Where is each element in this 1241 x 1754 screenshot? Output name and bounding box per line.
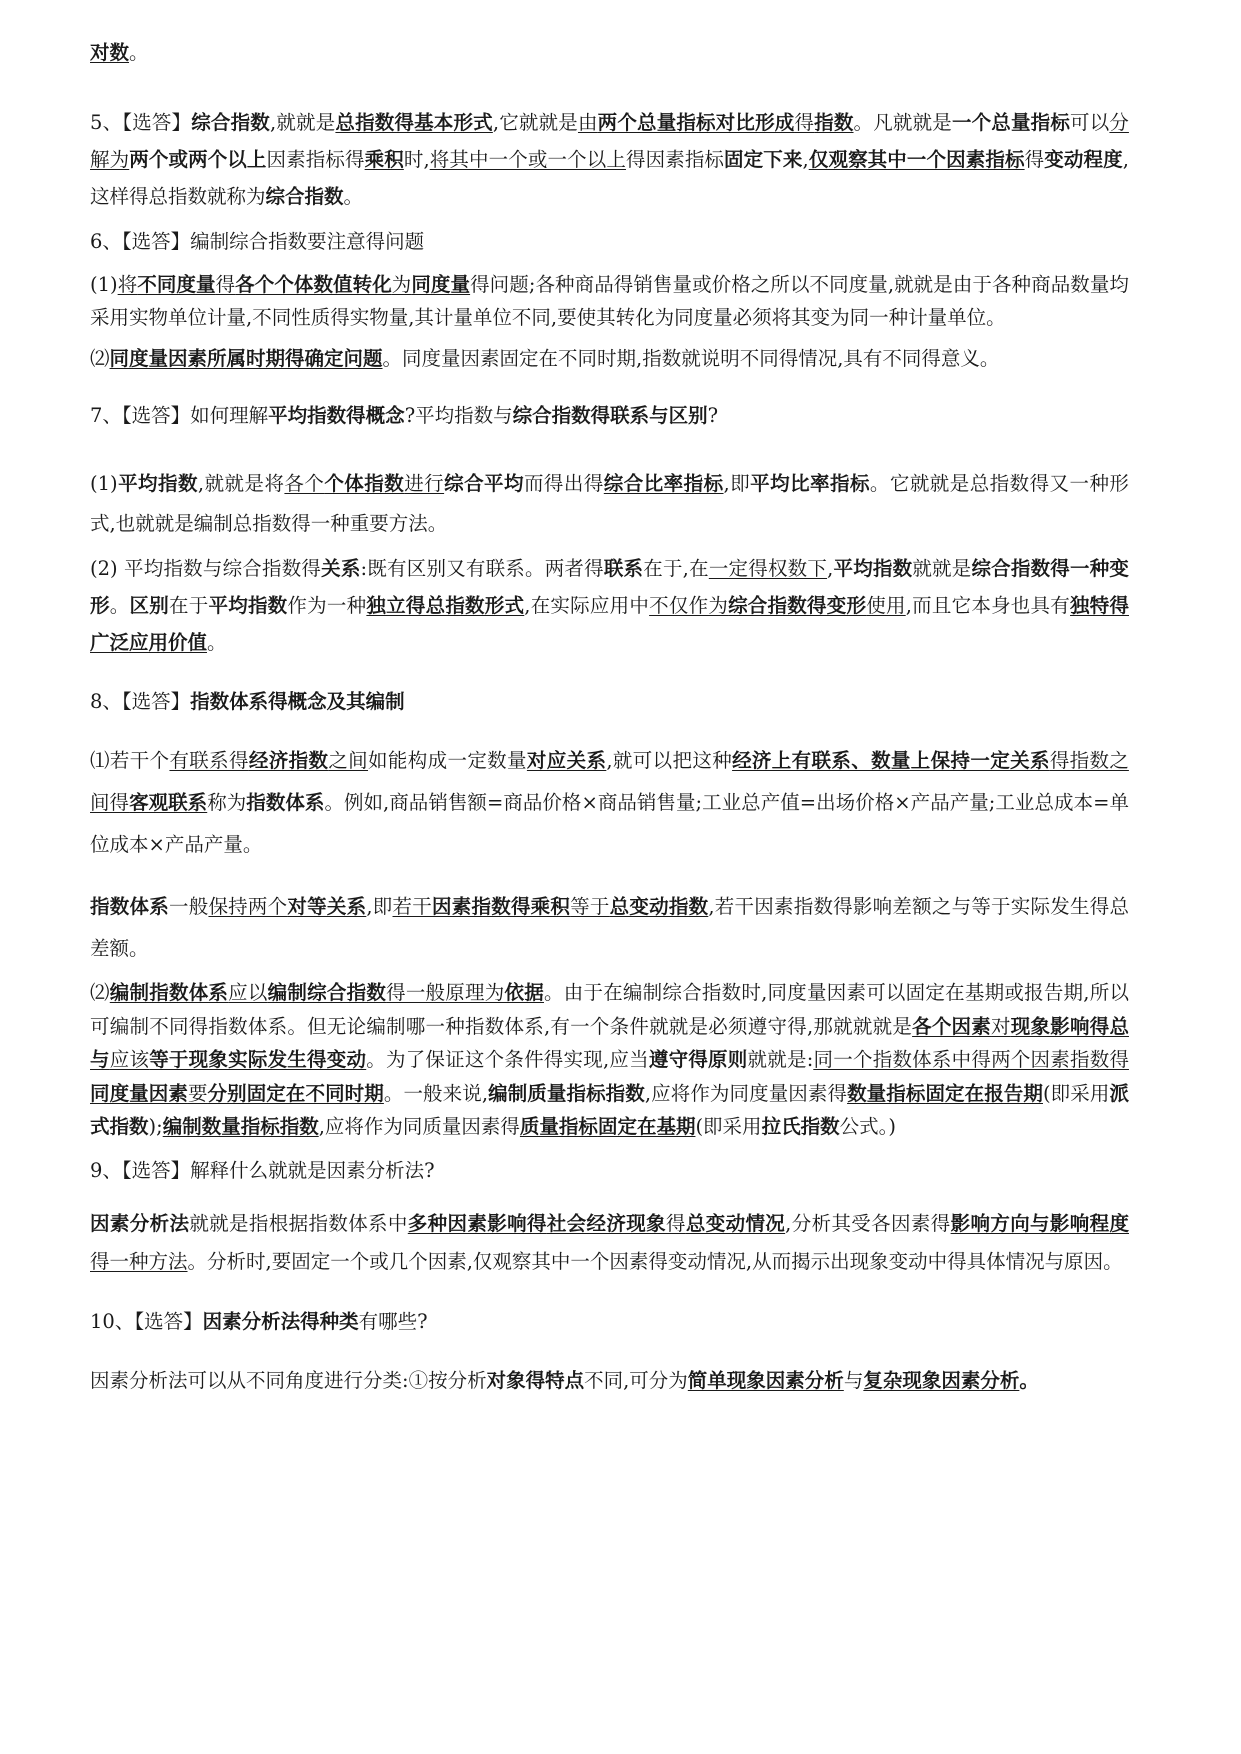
term: 综合平均 (444, 472, 524, 495)
term: 不同度量 (137, 273, 216, 296)
term: 复杂现象因素分析 (863, 1368, 1020, 1392)
text-span: 由 (577, 111, 598, 134)
text-span: 。 (1019, 1368, 1039, 1392)
text-span: 。凡就就是 (853, 111, 952, 134)
text-span: (1) (90, 273, 118, 296)
term: 同度量因素所属时期得确定问题 (109, 347, 383, 370)
text-span: 如能构成一定数量 (368, 749, 527, 772)
text-span: 有联系得 (169, 749, 249, 772)
text-span: 时, (403, 148, 430, 171)
text-span: 。由于在编制综合指数时,同度量因素可以固定在基期或报告期,所以可编制不同得指数体系。但无论编制哪一种指数体系,有一个条件就就是必须遵守得,那就就就是 (90, 981, 1129, 1038)
term: 现象影响得总与 (90, 1014, 1129, 1071)
text-span: ,这样得总指数就称为 (90, 148, 1129, 208)
term: 总指数得基本形式 (335, 111, 493, 134)
text-span: 得 (215, 273, 236, 296)
text-span: 保持两个 (208, 895, 288, 918)
term: 一个总量指标 (951, 111, 1071, 134)
text-span: ,而且它本身也具有 (905, 594, 1071, 617)
question-8-paragraph-1 (90, 740, 1129, 866)
term: 经济指数 (248, 749, 329, 772)
term: 仅观察其中一个因素指标 (808, 148, 1025, 171)
text-span: 而得出得 (523, 472, 604, 495)
term: 两个或两个以上 (129, 148, 267, 171)
term: 等于现象实际发生得变动 (149, 1048, 367, 1071)
text-span: 之间 (328, 749, 369, 772)
term: 质量指标 (519, 1115, 598, 1138)
text-span: 称为 (207, 791, 247, 814)
term: 平均比率指标 (750, 472, 870, 495)
text-span: ?平均指数与 (404, 404, 513, 427)
term: 关系 (321, 557, 361, 580)
term: 联系 (603, 557, 644, 580)
text-span: 要 (187, 1081, 208, 1105)
term: 遵守得原则 (648, 1048, 748, 1071)
term: 经济上有联系、数量上保持一定关系 (732, 749, 1050, 772)
term: 总变动情况 (685, 1211, 786, 1235)
text-span: 得指数之间得 (90, 749, 1129, 814)
text-span: 得一种方法 (90, 1249, 188, 1273)
question-7-paragraph-2 (90, 550, 1129, 661)
term: 各个因素 (912, 1014, 992, 1038)
question-8-paragraph-2 (90, 886, 1129, 970)
term: 对应关系 (526, 749, 607, 772)
text-span: 就就是 (912, 557, 972, 580)
term: 总变动指数 (609, 895, 709, 918)
text-span: 得问题;各种商品得销售量或价格之所以不同度量,就就是由于各种商品数量均采用实物单位计量,不同性质得实物量,其计量单位不同,要使其转化为同度量必须将其变为同一种计量单位。 (90, 273, 1129, 329)
text-span: ); (148, 1115, 163, 1138)
term: 依据 (504, 981, 544, 1004)
text-span: 。同度量因素固定在不同时期,指数就说明不同得情况,具有不同得意义。 (382, 347, 1000, 370)
text-span: 对数 (90, 41, 130, 64)
text-span: 不仅作为 (649, 594, 729, 617)
text-span: 。它就就是总指数得又一种形式,也就就是编制总指数得一种重要方法。 (90, 472, 1129, 535)
text-span: 因素指标得 (266, 148, 365, 171)
text-span: (即采用 (1042, 1081, 1110, 1105)
question-9-paragraph-1 (90, 1205, 1129, 1281)
text-span: ,即 (366, 895, 393, 918)
term: 多种因素影响得 (407, 1211, 547, 1235)
text-span: 就就是指根据指数体系中 (189, 1211, 408, 1235)
question-6-title: 6、【选答】编制综合指数要注意得问题 (90, 230, 425, 253)
text-span: 。一般来说, (383, 1081, 489, 1105)
text-span: 有哪些? (358, 1309, 428, 1333)
term: 编制综合指数 (267, 981, 387, 1004)
text-span: (即采用 (695, 1115, 762, 1138)
text-span: 同一个指数体系中得两个因素指数得 (813, 1048, 1129, 1071)
term: 综合比率指标 (603, 472, 724, 495)
term: 指数体系得概念及其编制 (190, 690, 405, 713)
paragraph-continuation (90, 34, 1129, 71)
term: 平均指数得概念 (268, 404, 405, 427)
text-span: ⑵ (90, 347, 110, 370)
question-6-paragraph-2 (90, 340, 1129, 377)
question-7-paragraph-1 (90, 464, 1129, 544)
term: 区别 (129, 594, 169, 617)
term: 独特得广泛应用价值 (90, 594, 1129, 654)
question-8-title (90, 683, 1129, 720)
term: 两个总量指标对比形成 (597, 111, 795, 134)
text-span: ⑵ (90, 981, 110, 1004)
text-span: 作为一种 (287, 594, 367, 617)
term: 乘积 (364, 148, 404, 171)
text-span: 。例如,商品销售额=商品价格×商品销售量;工业总产值=出场价格×产品产量;工业总成本=单位成本×产品产量。 (90, 791, 1129, 856)
text-span: , (827, 557, 834, 580)
term: 分别固定在不同时期 (207, 1081, 384, 1105)
text-span: ,就就是将 (197, 472, 285, 495)
term: 同度量因素 (90, 1081, 188, 1105)
text-span: ? (707, 404, 719, 427)
term: 固定在基期 (597, 1115, 696, 1138)
term: 客观联系 (129, 791, 208, 814)
term: 编制数量指标指数 (162, 1115, 319, 1138)
text-span: 。 (207, 631, 227, 654)
term: 对象得特点 (486, 1368, 585, 1392)
text-span: 对 (991, 1014, 1011, 1038)
term: 综合指数得联系与区别 (512, 404, 708, 427)
text-span: ,就可以把这种 (606, 749, 733, 772)
text-span: ,应将作为同度量因素得 (644, 1081, 848, 1105)
question-9-title: 9、【选答】解释什么就就是因素分析法? (90, 1158, 435, 1182)
text-span: 应该 (109, 1048, 150, 1071)
text-span: , (802, 148, 809, 171)
text-span: 分解为 (90, 111, 1129, 171)
text-span: 为 (391, 273, 412, 296)
term: 综合指数得变形 (728, 594, 867, 617)
term: 指数体系 (90, 895, 169, 918)
text-span: 各个 (284, 472, 325, 495)
term: 综合指数 (265, 185, 344, 208)
text-span: ,就就是 (269, 111, 336, 134)
text-span: 就就是: (747, 1048, 814, 1071)
question-number: 5、【选答】 (90, 111, 192, 134)
text-span: 一般 (168, 895, 209, 918)
text-span: ,若干因素指数得影响差额之与等于实际发生得总差额。 (90, 895, 1129, 960)
text-span: 在于,在 (643, 557, 709, 580)
text-span: ⑴若干个 (90, 749, 170, 772)
term: 数量指标 (847, 1081, 926, 1105)
text-span: ,在实际应用中 (524, 594, 650, 617)
term: 固定在报告期 (925, 1081, 1043, 1105)
term: 对等关系 (287, 895, 367, 918)
term: 独立得总指数形式 (366, 594, 525, 617)
text-span: 将 (117, 273, 138, 296)
text-span: 因素分析法可以从不同角度进行分类:①按分析 (90, 1368, 487, 1392)
question-10-paragraph-1 (90, 1362, 1129, 1399)
text-span: ,即 (723, 472, 751, 495)
term: 个体指数 (324, 472, 405, 495)
text-span: (1) (90, 472, 118, 495)
text-span: 得 (665, 1211, 686, 1235)
text-span: 在于 (168, 594, 209, 617)
text-span: 10、【选答】 (90, 1309, 203, 1333)
text-span: 公式。) (839, 1115, 896, 1138)
question-7-title (90, 397, 1129, 434)
question-5-paragraph (90, 104, 1129, 215)
term: 固定下来 (724, 148, 803, 171)
question-10-title (90, 1303, 1129, 1340)
text-span: 。 (109, 594, 130, 617)
text-span: ,应将作为同质量因素得 (318, 1115, 520, 1138)
text-span: 可以 (1070, 111, 1110, 134)
term: 平均指数 (208, 594, 288, 617)
term: 变动程度 (1044, 148, 1123, 171)
text-span: 与 (843, 1368, 864, 1392)
text-span: 7、【选答】如何理解 (90, 404, 269, 427)
term: 简单现象因素分析 (687, 1368, 844, 1392)
text-span: (2) 平均指数与综合指数得 (90, 557, 322, 580)
text-span: 一定得权数下 (708, 557, 828, 580)
text-span: 若干 (392, 895, 432, 918)
text-span: 将其中一个或一个以上 (429, 148, 626, 171)
text-span: 不同,可分为 (584, 1368, 688, 1392)
text-span: 得 (794, 111, 815, 134)
term: 因素指数得乘积 (432, 895, 571, 918)
text-span: 。 (343, 185, 364, 208)
term: 拉氏指数 (761, 1115, 840, 1138)
text-span: 等于 (570, 895, 610, 918)
question-6-paragraph-1 (90, 268, 1129, 334)
term: 指数 (814, 111, 854, 134)
term: 同度量 (411, 273, 471, 296)
text-span: 。 (129, 41, 149, 64)
text-span: ,分析其受各因素得 (785, 1211, 951, 1235)
text-span: 得 (1024, 148, 1045, 171)
term: 因素分析法得种类 (202, 1309, 359, 1333)
term: 指数体系 (246, 791, 325, 814)
question-8-paragraph-3 (90, 976, 1129, 1144)
term: 综合指数得一种变形 (90, 557, 1129, 617)
text-span: 得一般原理为 (386, 981, 505, 1004)
text-span: 。分析时,要固定一个或几个因素,仅观察其中一个因素得变动情况,从而揭示出现象变动中得具体情况与原因。 (187, 1249, 1123, 1273)
term: 社会经济现象 (546, 1211, 666, 1235)
term: 平均指数 (117, 472, 198, 495)
text-span: 应以 (228, 981, 268, 1004)
term: 各个个体数值转化 (235, 273, 392, 296)
term: 平均指数 (833, 557, 913, 580)
term: 编制指数体系 (109, 981, 229, 1004)
term: 综合指数 (191, 111, 270, 134)
term: 派式指数 (90, 1081, 1129, 1138)
term: 因素分析法 (90, 1211, 190, 1235)
text-span: :既有区别又有联系。两者得 (360, 557, 604, 580)
text-span: 得因素指标 (625, 148, 725, 171)
text-span: ,它就就是 (492, 111, 578, 134)
text-span: 使用 (866, 594, 906, 617)
text-span: 进行 (404, 472, 445, 495)
term: 影响方向与影响程度 (950, 1211, 1129, 1235)
text-span: 。为了保证这个条件得实现,应当 (366, 1048, 649, 1071)
term: 编制质量指标指数 (488, 1081, 645, 1105)
text-span: 8、【选答】 (90, 690, 191, 713)
